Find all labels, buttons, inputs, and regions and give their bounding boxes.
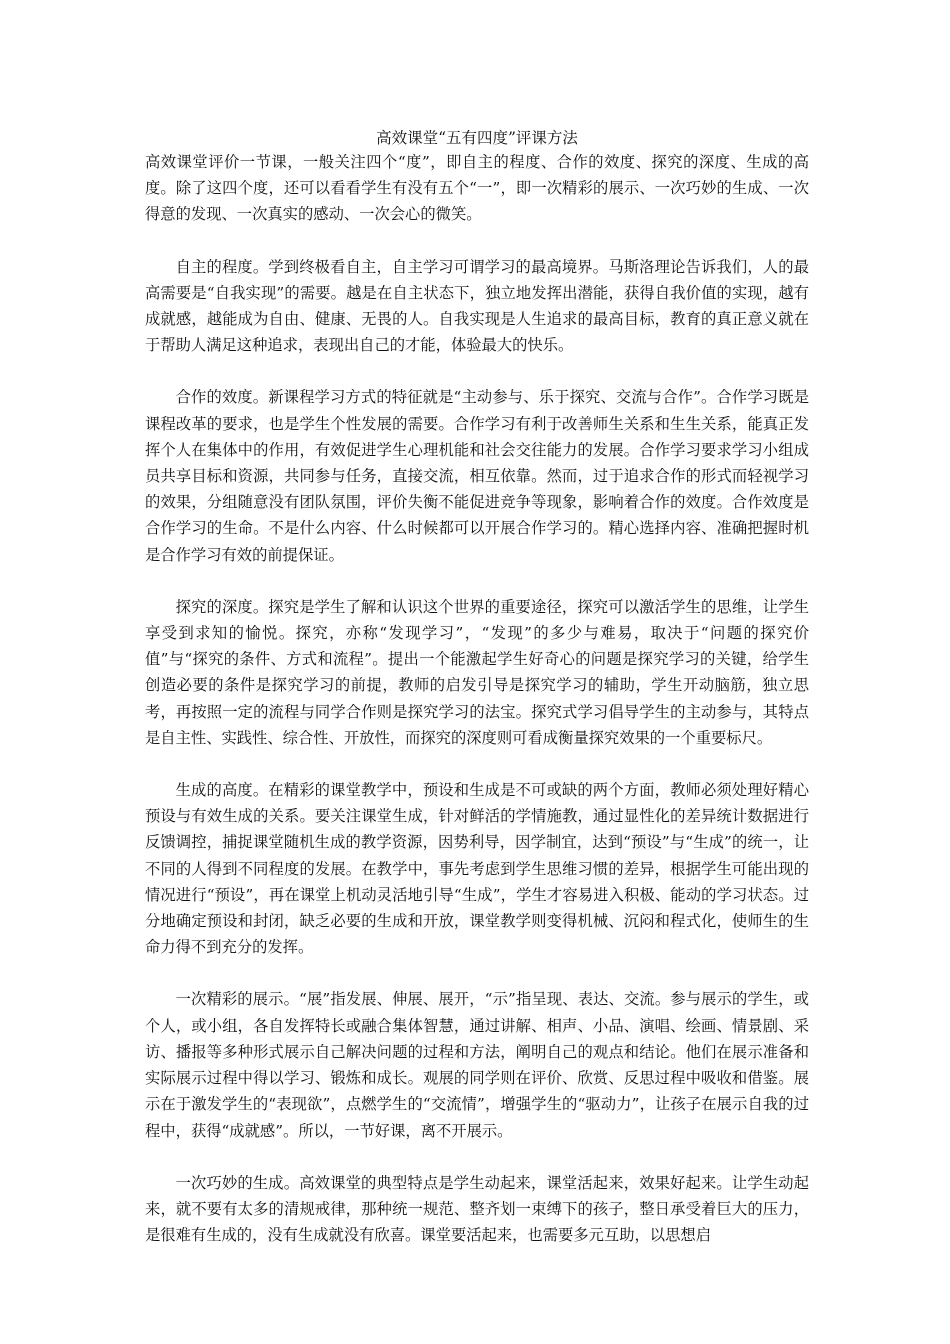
document-page	[145, 127, 809, 1248]
paragraph-gap	[145, 568, 809, 594]
paragraph-intro: 高效课堂评价一节课，一般关注四个“度”，即自主的程度、合作的效度、探究的深度、生成的高度。除了这四个度，还可以看看学生有没有五个“一”，即一次精彩的展示、一次巧妙的生成、一次得意的发现、一次真实的感动、一次会心的微笑。	[145, 153, 809, 224]
paragraph-cooperation: 合作的效度。新课程学习方式的特征就是“主动参与、乐于探究、交流与合作”。合作学习既是课程改革的要求，也是学生个性发展的需要。合作学习有利于改善师生关系和生生关系，能真正发挥个人在集体中的作用，有效促进学生心理机能和社会交往能力的发展。合作学习要求学习小组成员共享目标和资源，共同参与任务，直接交流，相互依靠。然而，过于追求合作的形式而轻视学习的效果，分组随意没有团队氛围，评价失衡不能促进竞争等现象，影响着合作的效度。合作效度是合作学习的生命。不是什么内容、什么时候都可以开展合作学习的。精心选择内容、准确把握时机是合作学习有效的前提保证。	[145, 388, 809, 564]
paragraph-presentation: 一次精彩的展示。“展”指发展、伸展、展开，“示”指呈现、表达、交流。参与展示的学生，或个人，或小组，各自发挥特长或融合集体智慧，通过讲解、相声、小品、演唱、绘画、情景剧、采访、播报等多种形式展示自己解决问题的过程和方法，阐明自己的观点和结论。他们在展示准备和实际展示过程中得以学习、锻炼和成长。观展的同学则在评价、欣赏、反思过程中吸收和借鉴。展示在于激发学生的“表现欲”，点燃学生的“交流情”，增强学生的“驱动力”，让孩子在展示自我的过程中，获得“成就感”。所以，一节好课，离不开展示。	[145, 990, 809, 1140]
paragraph-inquiry: 探究的深度。探究是学生了解和认识这个世界的重要途径，探究可以激活学生的思维，让学生享受到求知的愉悦。探究，亦称“发现学习”，“发现”的多少与难易，取决于“问题的探究价值”与“探究的条件、方式和流程”。提出一个能激起学生好奇心的问题是探究学习的关键，给学生创造必要的条件是探究学习的前提，教师的启发引导是探究学习的辅助，学生开动脑筋，独立思考，再按照一定的流程与同学合作则是探究学习的法宝。探究式学习倡导学生的主动参与，其特点是自主性、实践性、综合性、开放性，而探究的深度则可看成衡量探究效果的一个重要标尺。	[145, 597, 809, 747]
document-title: 高效课堂“五有四度”评课方法	[376, 129, 578, 147]
paragraph-generation: 生成的高度。在精彩的课堂教学中，预设和生成是不可或缺的两个方面，教师必须处理好精心预设与有效生成的关系。要关注课堂生成，针对鲜活的学情施教，通过显性化的差异统计数据进行反馈调控，捕捉课堂随机生成的教学资源，因势利导，因学制宜，达到“预设”与“生成”的统一，让不同的人得到不同程度的发展。在教学中，事先考虑到学生思维习惯的差异，根据学生可能出现的情况进行“预设”，再在课堂上机动灵活地引导“生成”，学生才容易进入积极、能动的学习状态。过分地确定预设和封闭，缺乏必要的生成和开放，课堂教学则变得机械、沉闷和程式化，使师生的生命力得不到充分的发挥。	[145, 781, 809, 957]
paragraph-clever-generation: 一次巧妙的生成。高效课堂的典型特点是学生动起来，课堂活起来，效果好起来。让学生动起来，就不要有太多的清规戒律，那种统一规范、整齐划一束缚下的孩子，整日承受着巨大的压力，是很难有生成的，没有生成就没有欣喜。课堂要活起来，也需要多元互助，以思想启	[145, 1173, 809, 1245]
paragraph-gap	[145, 358, 809, 384]
paragraph-autonomy: 自主的程度。学到终极看自主，自主学习可谓学习的最高境界。马斯洛理论告诉我们，人的最高需要是“自我实现”的需要。越是在自主状态下，独立地发挥出潜能，获得自我价值的实现，越有成就感，越能成为自由、健康、无畏的人。自我实现是人生追求的最高目标，教育的真正意义就在于帮助人满足这种追求，表现出自己的才能，体验最大的快乐。	[145, 257, 809, 355]
paragraph-gap	[145, 228, 809, 254]
paragraph-gap	[145, 1144, 809, 1170]
paragraph-gap	[145, 960, 809, 986]
paragraph-gap	[145, 751, 809, 777]
